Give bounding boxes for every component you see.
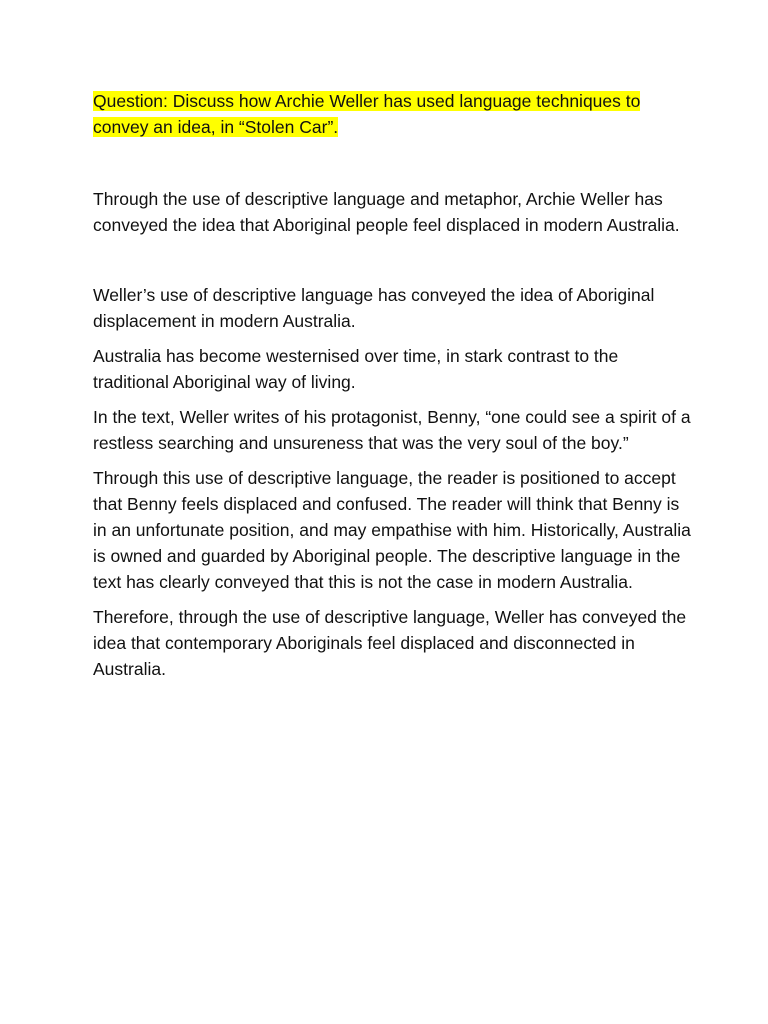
question-heading: [93, 88, 693, 140]
quote-paragraph: In the text, Weller writes of his protagonist, Benny, “one could see a spirit of a restless searching and unsureness that was the very soul of the boy.”: [93, 407, 691, 453]
conclusion-paragraph: Therefore, through the use of descriptive language, Weller has conveyed the idea that contemporary Aboriginals feel displaced and disconnected in Australia.: [93, 607, 687, 679]
document-page: [93, 88, 693, 682]
question-highlight: Question: Discuss how Archie Weller has used language techniques to convey an idea, in “Stolen Car”.: [93, 91, 641, 137]
thesis-paragraph: Through the use of descriptive language and metaphor, Archie Weller has conveyed the idea that Aboriginal people feel displaced in modern Australia.: [93, 189, 680, 235]
body-paragraph: Australia has become westernised over time, in stark contrast to the traditional Aboriginal way of living.: [93, 346, 619, 392]
analysis-paragraph: Through this use of descriptive language, the reader is positioned to accept that Benny feels displaced and confused. The reader will think that Benny is in an unfortunate position, and may empathise with him. Historically, Australia is owned and guarded by Aboriginal people. The descriptive language in the text has clearly conveyed that this is not the case in modern Australia.: [93, 468, 691, 592]
body-paragraph: Weller’s use of descriptive language has conveyed the idea of Aboriginal displacement in modern Australia.: [93, 285, 655, 331]
